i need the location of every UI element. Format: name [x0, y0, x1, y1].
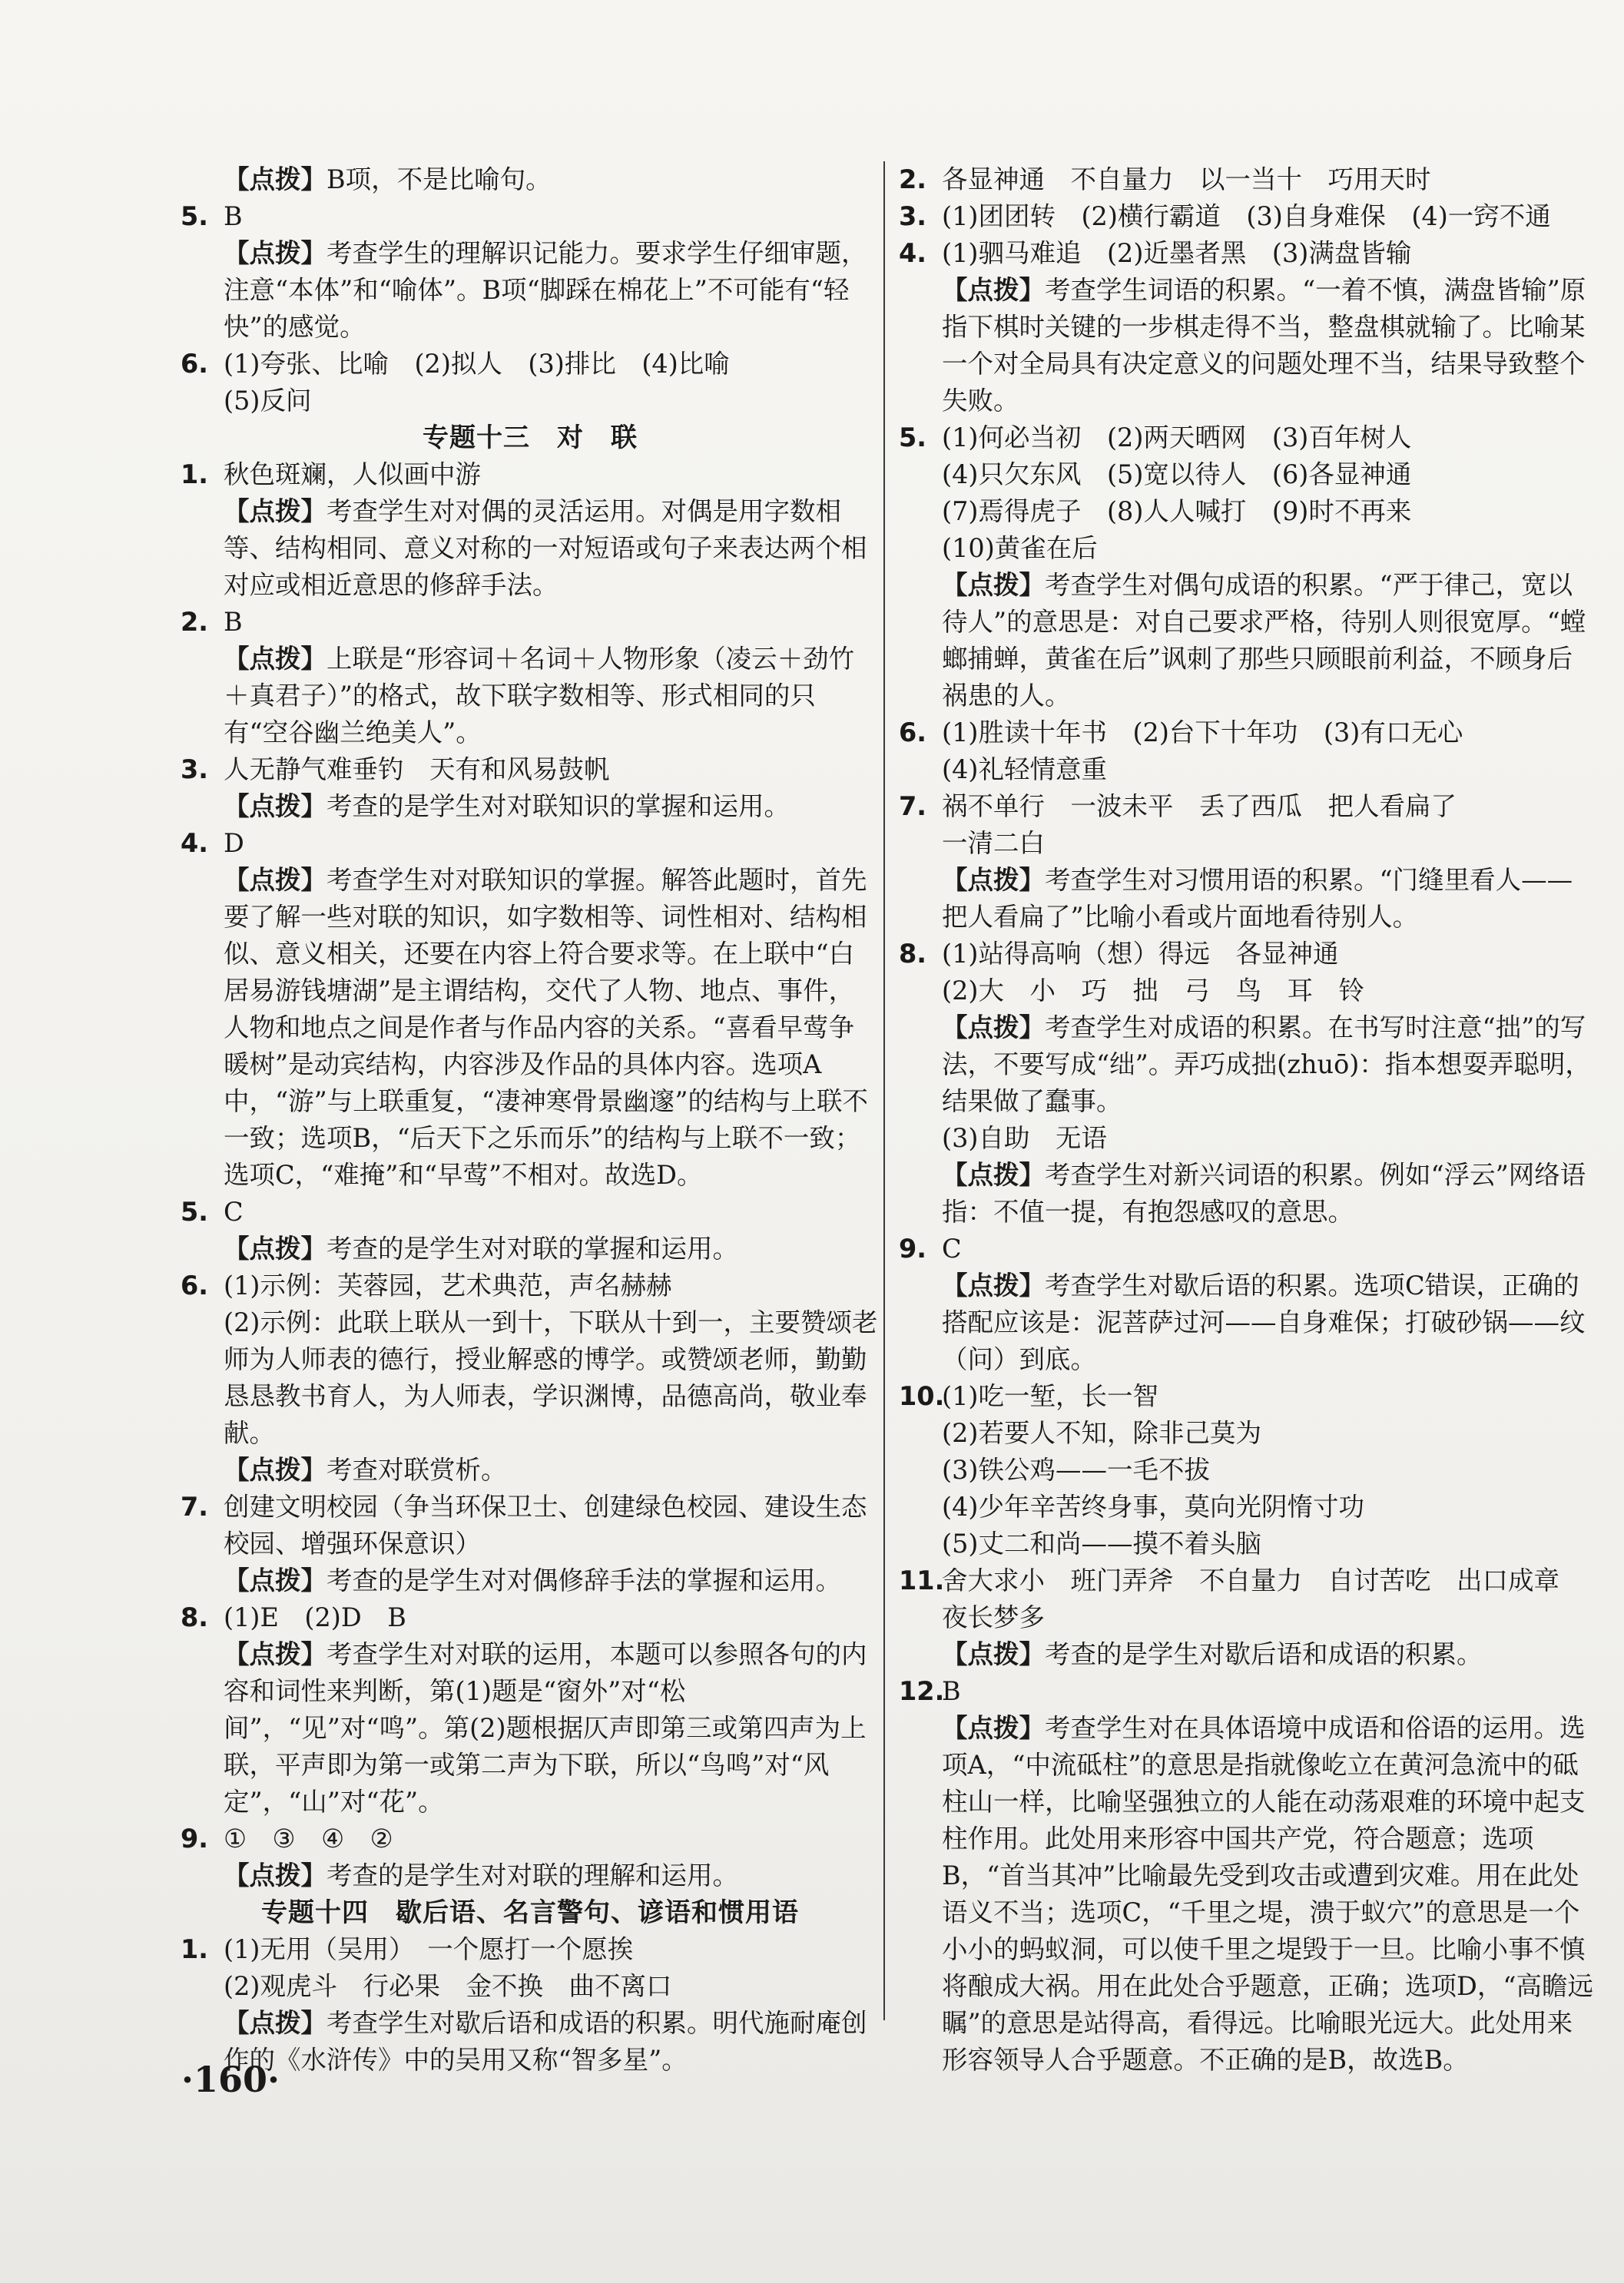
tip-text: 考查学生对歇后语和成语的积累。明代施耐庵创作的《水浒传》中的吴用又称“智多星”。 — [224, 2008, 867, 2075]
tip-explanation — [181, 788, 880, 825]
answer-text: (1)吃一堑，长一智 — [942, 1381, 1158, 1411]
answer-text: (4)少年辛苦终身事，莫向光阴惰寸功 — [942, 1492, 1364, 1522]
tip-explanation — [899, 1710, 1598, 2079]
answer-text: (10)黄雀在后 — [942, 533, 1098, 563]
answer-text: (1)何必当初 (2)两天晒网 (3)百年树人 — [942, 422, 1412, 452]
answer-text: 各显神通 不自量力 以一当十 巧用天时 — [942, 164, 1431, 194]
tip-text: 考查的是学生对对偶修辞手法的掌握和运用。 — [326, 1566, 841, 1595]
tip-tag: 【点拨】 — [942, 1713, 1045, 1743]
answer-item — [899, 1231, 1598, 1267]
answer-text: (1)示例：芙蓉园，艺术典范，声名赫赫 — [224, 1271, 672, 1301]
answer-text: (2)若要人不知，除非己莫为 — [942, 1418, 1261, 1448]
question-number: 3. — [181, 754, 209, 784]
page-number: ·160· — [181, 2059, 280, 2100]
tip-text: 考查学生对成语的积累。在书写时注意“拙”的写法，不要写成“绌”。弄巧成拙(zhuō)：指本想耍弄聪明，结果做了蠢事。 — [942, 1012, 1591, 1116]
answer-item — [181, 825, 880, 862]
question-number: 4. — [181, 828, 209, 858]
answer-text: C — [942, 1234, 962, 1264]
tip-explanation — [181, 1231, 880, 1267]
tip-explanation — [181, 862, 880, 1194]
tip-tag: 【点拨】 — [942, 570, 1045, 600]
answer-text: (5)反问 — [224, 386, 312, 416]
answer-item — [181, 604, 880, 641]
answer-text: (3)自助 无语 — [942, 1123, 1107, 1153]
tip-tag: 【点拨】 — [942, 1639, 1045, 1669]
question-number: 2. — [181, 607, 209, 637]
answer-text: (2)大 小 巧 拙 弓 鸟 耳 铃 — [942, 976, 1364, 1006]
tip-tag: 【点拨】 — [224, 1234, 326, 1264]
answer-item — [181, 198, 880, 235]
answer-item — [181, 1599, 880, 1636]
tip-tag: 【点拨】 — [942, 275, 1045, 305]
tip-text: 考查学生对对偶的灵活运用。对偶是用字数相等、结构相同、意义对称的一对短语或句子来表达两个相对应或相近意思的修辞手法。 — [224, 496, 867, 600]
answer-text: 创建文明校园（争当环保卫士、创建绿色校园、建设生态校园、增强环保意识） — [224, 1492, 867, 1559]
right-column — [899, 161, 1598, 2079]
answer-text: (7)焉得虎子 (8)人人喊打 (9)时不再来 — [942, 496, 1412, 526]
question-number: 6. — [899, 717, 927, 747]
question-number: 6. — [181, 349, 209, 379]
tip-text: 考查的是学生对对联的掌握和运用。 — [326, 1234, 738, 1264]
tip-explanation — [181, 161, 880, 198]
question-number: 9. — [899, 1234, 927, 1264]
answer-item — [181, 1931, 880, 2005]
tip-text: 考查学生对习惯用语的积累。“门缝里看人——把人看扁了”比喻小看或片面地看待别人。 — [942, 865, 1573, 932]
tip-tag: 【点拨】 — [224, 2008, 326, 2038]
question-number: 3. — [899, 201, 927, 231]
answer-text: (1)E (2)D B — [224, 1602, 406, 1632]
question-number: 7. — [181, 1492, 209, 1522]
question-number: 5. — [899, 422, 927, 452]
answer-text: D — [224, 828, 244, 858]
tip-tag: 【点拨】 — [224, 164, 326, 194]
tip-explanation — [181, 493, 880, 604]
answer-text: B — [942, 1676, 961, 1706]
question-number: 5. — [181, 201, 209, 231]
tip-explanation — [181, 2005, 880, 2079]
question-number: 9. — [181, 1824, 209, 1854]
question-number: 10. — [899, 1381, 945, 1411]
question-number: 11. — [899, 1566, 945, 1595]
answer-item — [181, 1267, 880, 1452]
tip-tag: 【点拨】 — [224, 1455, 326, 1485]
tip-explanation — [899, 567, 1598, 714]
answer-text: (4)礼轻情意重 — [942, 754, 1107, 784]
question-number: 4. — [899, 238, 927, 268]
answer-text: C — [224, 1197, 244, 1227]
answer-text: 人无静气难垂钓 天有和风易鼓帆 — [224, 754, 610, 784]
question-number: 6. — [181, 1271, 209, 1301]
answer-text: 秋色斑斓，人似画中游 — [224, 459, 481, 489]
answer-item — [181, 346, 880, 419]
answer-item — [899, 1673, 1598, 1710]
question-number: 8. — [181, 1602, 209, 1632]
answer-text: (4)只欠东风 (5)宽以待人 (6)各显神通 — [942, 459, 1412, 489]
tip-explanation — [181, 641, 880, 751]
question-number: 2. — [899, 164, 927, 194]
tip-tag: 【点拨】 — [942, 1160, 1045, 1190]
answer-item — [181, 1821, 880, 1857]
tip-tag: 【点拨】 — [224, 791, 326, 821]
answer-item — [899, 788, 1598, 862]
section-title: 专题十四 歇后语、名言警句、谚语和惯用语 — [261, 1897, 799, 1928]
tip-tag: 【点拨】 — [224, 644, 326, 674]
tip-text: 考查学生的理解识记能力。要求学生仔细审题，注意“本体”和“喻体”。B项“脚踩在棉花上”不可能有“轻快”的感觉。 — [224, 238, 867, 342]
question-number: 1. — [181, 1934, 209, 1964]
tip-explanation — [899, 1636, 1598, 1673]
tip-tag: 【点拨】 — [224, 1861, 326, 1890]
answer-item — [899, 419, 1598, 567]
tip-explanation — [899, 1267, 1598, 1378]
answer-item — [181, 1489, 880, 1562]
question-number: 1. — [181, 459, 209, 489]
answer-item — [899, 198, 1598, 235]
tip-text: 考查学生词语的积累。“一着不慎，满盘皆输”原指下棋时关键的一步棋走得不当，整盘棋就输了。比喻某一个对全局具有决定意义的问题处理不当，结果导致整个失败。 — [942, 275, 1586, 416]
tip-text: 考查学生对歇后语的积累。选项C错误，正确的搭配应该是：泥菩萨过河——自身难保；打破砂锅——纹（问）到底。 — [942, 1271, 1586, 1374]
tip-explanation — [181, 1636, 880, 1821]
tip-text: 考查的是学生对对联知识的掌握和运用。 — [326, 791, 790, 821]
tip-text: 考查学生对在具体语境中成语和俗语的运用。选项A，“中流砥柱”的意思是指就像屹立在黄河急流中的砥柱山一样，比喻坚强独立的人能在动荡艰难的环境中起支柱作用。此处用来形容中国共产党，符合题意；选项B，“首当其冲”比喻最先受到攻击或遭到灾难。用在此处语义不当；选项C，“千里之堤，溃于蚁穴”的意思是一个小小的蚂蚁洞，可以使千里之堤毁于一旦。比喻小事不慎将酿成大祸。用在此处合乎题意，正确；选项D，“高瞻远瞩”的意思是站得高，看得远。比喻眼光远大。此处用来形容领导人合乎题意。不正确的是B，故选B。 — [942, 1713, 1593, 2075]
answer-text: (5)丈二和尚——摸不着头脑 — [942, 1529, 1261, 1559]
answer-text: 祸不单行 一波未平 丢了西瓜 把人看扁了 — [942, 791, 1457, 821]
tip-explanation — [181, 1452, 880, 1489]
column-divider — [883, 161, 885, 2020]
tip-text: 考查的是学生对歇后语和成语的积累。 — [1045, 1639, 1483, 1669]
answer-text: (2)观虎斗 行必果 金不换 曲不离口 — [224, 1971, 672, 2001]
left-column — [181, 161, 880, 2079]
tip-explanation — [181, 235, 880, 346]
answer-text: (1)驷马难追 (2)近墨者黑 (3)满盘皆输 — [942, 238, 1412, 268]
answer-text: (1)团团转 (2)横行霸道 (3)自身难保 (4)一窍不通 — [942, 201, 1551, 231]
tip-explanation — [181, 1857, 880, 1894]
answer-text: (1)夸张、比喻 (2)拟人 (3)排比 (4)比喻 — [224, 349, 730, 379]
answer-item — [899, 936, 1598, 1009]
answer-text: (1)无用（吴用） 一个愿打一个愿挨 — [224, 1934, 634, 1964]
answer-item — [181, 751, 880, 788]
tip-explanation — [899, 1157, 1598, 1231]
answer-text: (1)胜读十年书 (2)台下十年功 (3)有口无心 — [942, 717, 1463, 747]
answer-item — [181, 1194, 880, 1231]
answer-text: (3)铁公鸡——一毛不拔 — [942, 1455, 1210, 1485]
tip-text: 考查对联赏析。 — [326, 1455, 507, 1485]
answer-item — [899, 714, 1598, 788]
answer-item — [899, 235, 1598, 272]
answer-text: (1)站得高响（想）得远 各显神通 — [942, 939, 1339, 969]
tip-explanation — [899, 862, 1598, 936]
answer-text: ① ③ ④ ② — [224, 1824, 393, 1854]
tip-text: 考查的是学生对对联的理解和运用。 — [326, 1861, 738, 1890]
answer-item — [899, 161, 1598, 198]
question-number: 12. — [899, 1676, 945, 1706]
section-title: 专题十三 对 联 — [423, 422, 638, 453]
tip-tag: 【点拨】 — [224, 1566, 326, 1595]
tip-text: 考查学生对偶句成语的积累。“严于律己，宽以待人”的意思是：对自己要求严格，待别人则很宽厚。“螳螂捕蝉，黄雀在后”讽刺了那些只顾眼前利益，不顾身后祸患的人。 — [942, 570, 1586, 711]
tip-tag: 【点拨】 — [942, 865, 1045, 895]
answer-text: B — [224, 201, 243, 231]
answer-text: B — [224, 607, 243, 637]
tip-tag: 【点拨】 — [224, 496, 326, 526]
answer-item — [899, 1562, 1598, 1636]
tip-text: 考查学生对对联知识的掌握。解答此题时，首先要了解一些对联的知识，如字数相等、词性相对、结构相似、意义相关，还要在内容上符合要求等。在上联中“白居易游钱塘湖”是主谓结构，交代了人物、地点、事件，人物和地点之间是作者与作品内容的关系。“喜看早莺争暖树”是动宾结构，内容涉及作品的具体内容。选项A中，“游”与上联重复，“凄神寒骨景幽邃”的结构与上联不一致；选项B，“后天下之乐而乐”的结构与上联不一致；选项C，“难掩”和“早莺”不相对。故选D。 — [224, 865, 869, 1190]
answer-text: (2)示例：此联上联从一到十，下联从十到一，主要赞颂老师为人师表的德行，授业解惑的博学。或赞颂老师，勤勤恳恳教书育人，为人师表，学识渊博，品德高尚，敬业奉献。 — [224, 1307, 878, 1448]
question-number: 5. — [181, 1197, 209, 1227]
tip-tag: 【点拨】 — [224, 1639, 326, 1669]
tip-text: 上联是“形容词＋名词＋人物形象（凌云＋劲竹＋真君子）”的格式，故下联字数相等、形式相同的只有“空谷幽兰绝美人”。 — [224, 644, 855, 747]
answer-item — [181, 456, 880, 493]
tip-explanation — [899, 1009, 1598, 1120]
answer-text: 舍大求小 班门弄斧 不自量力 自讨苦吃 出口成章 夜长梦多 — [942, 1566, 1586, 1632]
tip-tag: 【点拨】 — [942, 1012, 1045, 1042]
tip-explanation — [899, 272, 1598, 419]
answer-text: 一清二白 — [942, 828, 1045, 858]
question-number: 8. — [899, 939, 927, 969]
tip-tag: 【点拨】 — [224, 238, 326, 268]
tip-text: 考查学生对对联的运用，本题可以参照各句的内容和词性来判断，第(1)题是“窗外”对“松间”，“见”对“鸣”。第(2)题根据仄声即第三或第四声为上联，平声即为第一或第二声为下联，所以“鸟鸣”对“风定”，“山”对“花”。 — [224, 1639, 867, 1817]
tip-tag: 【点拨】 — [942, 1271, 1045, 1301]
tip-explanation — [181, 1562, 880, 1599]
question-number: 7. — [899, 791, 927, 821]
tip-text: 考查学生对新兴词语的积累。例如“浮云”网络语指：不值一提，有抱怨感叹的意思。 — [942, 1160, 1586, 1227]
tip-text: B项，不是比喻句。 — [326, 164, 552, 194]
tip-tag: 【点拨】 — [224, 865, 326, 895]
answer-item — [899, 1378, 1598, 1562]
